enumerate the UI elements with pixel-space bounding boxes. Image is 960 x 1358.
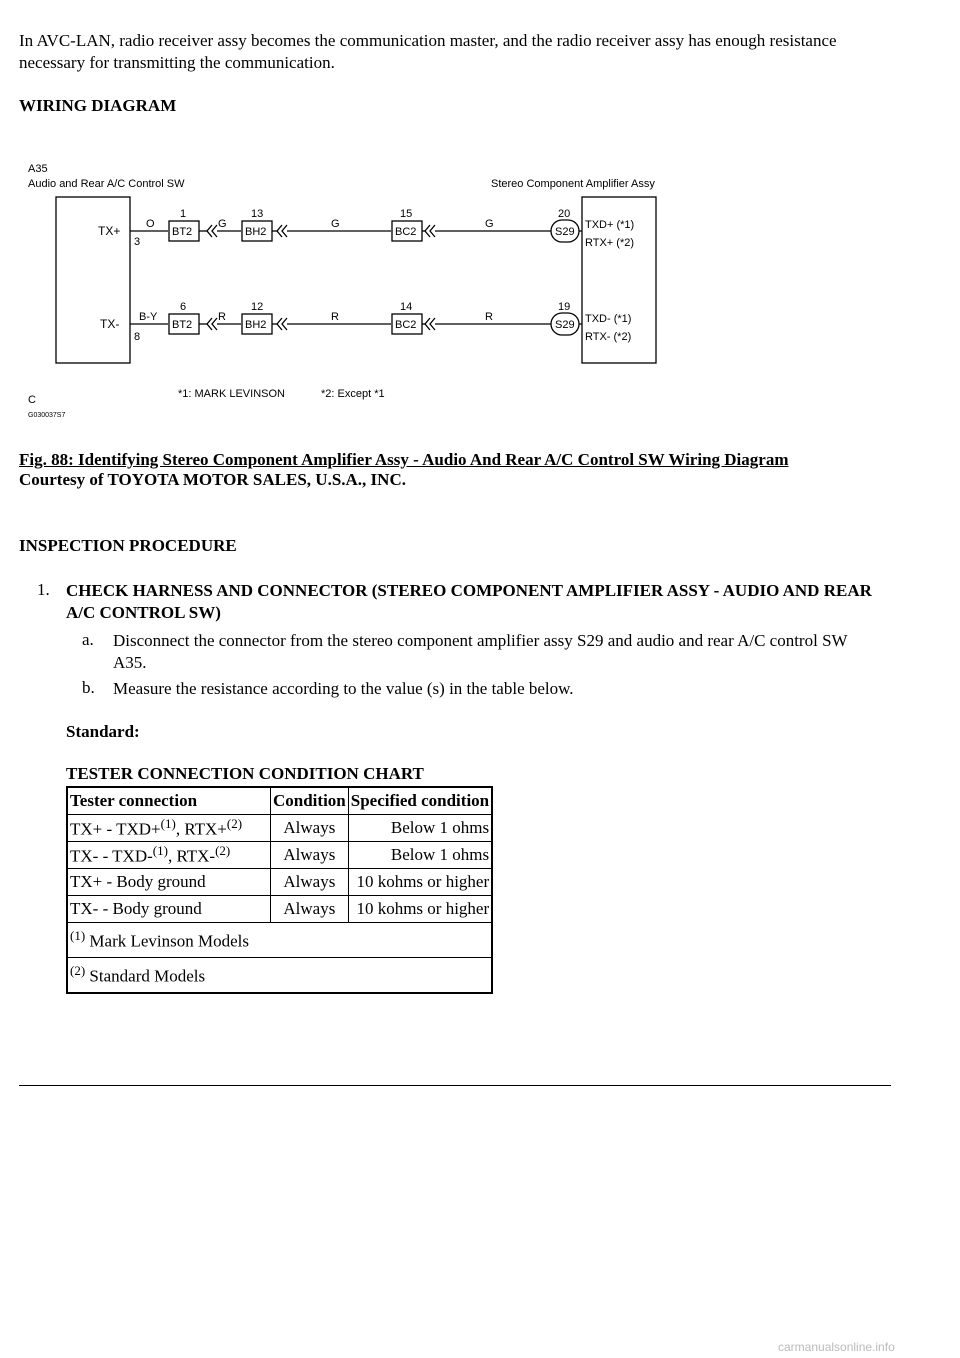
connector-label: S29: [555, 319, 575, 331]
step-title: CHECK HARNESS AND CONNECTOR (STEREO COMPONENT AMPLIFIER ASSY - AUDIO AND REAR A/C CONTROL SW): [66, 581, 872, 622]
header-cell: Tester connection: [67, 787, 271, 815]
spec-cell: 10 kohms or higher: [348, 869, 492, 896]
table-note: $^{(1)}$ Mark Levinson Models: [67, 923, 492, 958]
tx-plus-label: TX+: [98, 224, 121, 238]
table-row: [67, 815, 492, 842]
wiring-diagram: [26, 158, 696, 426]
right-pin-label: RTX+ (*2): [585, 237, 635, 249]
wire-color: R: [331, 311, 339, 323]
wire-color: R: [485, 311, 493, 323]
wire-color: R: [218, 311, 226, 323]
connector-label: S29: [555, 226, 575, 238]
right-component-name: Stereo Component Amplifier Assy: [491, 178, 655, 190]
table-row: [67, 842, 492, 869]
connector-label: BT2: [172, 319, 193, 331]
watermark: carmanualsonline.info: [778, 1340, 895, 1354]
condition-cell: Always: [271, 896, 349, 923]
connector-label: BC2: [395, 226, 417, 238]
condition-cell: Always: [271, 869, 349, 896]
tester-connection-cell: TX- - TXD-$^{(1)}$, RTX-$^{(2)}$: [67, 842, 271, 869]
tester-connection-cell: TX+ - TXD+$^{(1)}$, RTX+$^{(2)}$: [67, 815, 271, 842]
corner-label: C: [28, 394, 36, 406]
right-pin-label: TXD- (*1): [585, 313, 632, 325]
pin-number: 15: [400, 208, 413, 220]
pin-number: 14: [400, 301, 413, 313]
pin-number: 6: [180, 301, 187, 313]
inspection-heading: INSPECTION PROCEDURE: [19, 536, 237, 555]
wiring-diagram-heading: WIRING DIAGRAM: [19, 96, 177, 115]
spec-cell: 10 kohms or higher: [348, 896, 492, 923]
substep-b-text: Measure the resistance according to the value (s) in the table below.: [113, 679, 574, 698]
pin-number: 13: [251, 208, 264, 220]
standard-label: Standard:: [66, 722, 140, 741]
tx-minus-label: TX-: [100, 317, 120, 331]
wire-color-top-first: O: [146, 218, 155, 230]
wire-color: G: [485, 218, 494, 230]
connector-label: BH2: [245, 226, 267, 238]
connector-label: BT2: [172, 226, 193, 238]
figure-link[interactable]: Fig. 88: Identifying Stereo Component Amplifier Assy - Audio And Rear A/C Control SW Wiring Diagram: [19, 450, 789, 469]
pin-number: 1: [180, 208, 187, 220]
substep-a-label: a.: [82, 630, 94, 649]
table-note: $^{(2)}$ Standard Models: [67, 958, 492, 994]
left-code: A35: [28, 163, 48, 175]
wire-color: G: [331, 218, 340, 230]
spec-cell: Below 1 ohms: [348, 842, 492, 869]
table-row: [67, 896, 492, 923]
tester-connection-table: [66, 786, 493, 994]
spec-cell: Below 1 ohms: [348, 815, 492, 842]
figure-caption: [19, 450, 879, 490]
tester-connection-cell: TX- - Body ground: [67, 896, 271, 923]
pin-tx-plus: 3: [134, 236, 141, 248]
header-cell: Condition: [271, 787, 349, 815]
pin-number: 19: [558, 301, 571, 313]
page-divider: [19, 1085, 891, 1086]
footnote-2: *2: Except *1: [321, 388, 385, 400]
header-cell: Specified condition: [348, 787, 492, 815]
tester-connection-cell: TX+ - Body ground: [67, 869, 271, 896]
chart-title: TESTER CONNECTION CONDITION CHART: [66, 764, 424, 783]
wire-color: G: [218, 218, 227, 230]
table-row: [67, 869, 492, 896]
pin-number: 20: [558, 208, 571, 220]
substep-a-text: Disconnect the connector from the stereo component amplifier assy S29 and audio and rear A/C control SW A35.: [113, 631, 848, 672]
right-pin-label: TXD+ (*1): [585, 219, 635, 231]
condition-cell: Always: [271, 815, 349, 842]
pin-number: 12: [251, 301, 264, 313]
condition-cell: Always: [271, 842, 349, 869]
step-number: 1.: [37, 580, 50, 599]
connector-label: BH2: [245, 319, 267, 331]
wire-color-bottom-first: B-Y: [139, 311, 158, 323]
connector-label: BC2: [395, 319, 417, 331]
table-header-row: [67, 787, 492, 815]
table-note-row: [67, 958, 492, 994]
right-pin-label: RTX- (*2): [585, 331, 632, 343]
courtesy-line: Courtesy of TOYOTA MOTOR SALES, U.S.A., INC.: [19, 470, 406, 489]
intro-paragraph: In AVC-LAN, radio receiver assy becomes the communication master, and the radio receiver assy has enough resistance necessary for transmitting the communication.: [19, 31, 837, 72]
left-component-name: Audio and Rear A/C Control SW: [28, 178, 185, 190]
table-note-row: [67, 923, 492, 958]
diagram-code: G030037S7: [28, 412, 66, 419]
substep-b-label: b.: [82, 678, 95, 697]
footnote-1: *1: MARK LEVINSON: [178, 388, 285, 400]
pin-tx-minus: 8: [134, 331, 141, 343]
